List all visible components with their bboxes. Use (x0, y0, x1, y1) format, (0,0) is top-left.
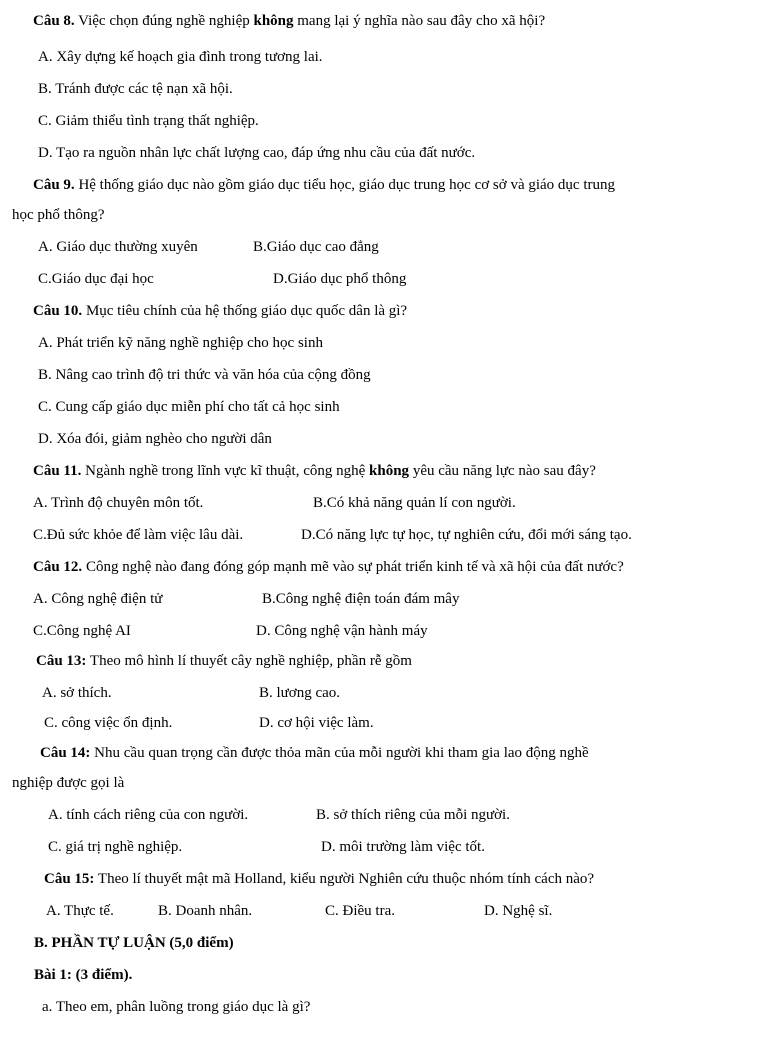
q13-option-a: A. sở thích. (42, 685, 112, 701)
q8-option-c: C. Giảm thiểu tình trạng thất nghiệp. (38, 113, 259, 129)
q13-option-c: C. công việc ổn định. (44, 715, 173, 731)
q9-option-d: D.Giáo dục phổ thông (273, 271, 407, 287)
q9-stem-continued: học phổ thông? (12, 207, 105, 223)
q13-option-b: B. lương cao. (259, 685, 341, 701)
q13-number: Câu 13: (36, 653, 87, 669)
q10-number: Câu 10. (33, 303, 83, 319)
q12-stem (33, 558, 624, 576)
q11-option-a: A. Trình độ chuyên môn tốt. (33, 495, 204, 511)
q11-stem (33, 462, 596, 480)
q12-option-c: C.Công nghệ AI (33, 623, 131, 639)
q15-stem (44, 870, 594, 888)
q9-option-a: A. Giáo dục thường xuyên (38, 239, 198, 255)
q14-stem (40, 744, 589, 762)
q14-option-b: B. sở thích riêng của mỗi người. (316, 807, 510, 823)
q8-stem-text-end: mang lại ý nghĩa nào sau đây cho xã hội? (293, 13, 546, 29)
q9-number: Câu 9. (33, 177, 75, 193)
q15-stem-text: Theo lí thuyết mật mã Holland, kiểu người Nghiên cứu thuộc nhóm tính cách nào? (94, 871, 595, 887)
q14-stem-continued: nghiệp được gọi là (12, 775, 125, 791)
q14-number: Câu 14: (40, 745, 91, 761)
q11-option-b: B.Có khả năng quản lí con người. (313, 495, 516, 511)
q13-stem (36, 652, 412, 670)
q11-stem-text: Ngành nghề trong lĩnh vực kĩ thuật, công nghệ (81, 463, 370, 479)
q14-option-a: A. tính cách riêng của con người. (48, 807, 249, 823)
q9-option-b: B.Giáo dục cao đẳng (253, 239, 379, 255)
q12-number: Câu 12. (33, 559, 83, 575)
bai1-title: Bài 1: (3 điểm). (34, 967, 133, 983)
q8-number: Câu 8. (33, 13, 75, 29)
q8-option-a: A. Xây dựng kế hoạch gia đình trong tương lai. (38, 49, 323, 65)
q10-option-a: A. Phát triển kỹ năng nghề nghiệp cho học sinh (38, 335, 323, 351)
q14-option-c: C. giá trị nghề nghiệp. (48, 839, 183, 855)
q10-stem-text: Mục tiêu chính của hệ thống giáo dục quốc dân là gì? (82, 303, 408, 319)
q11-number: Câu 11. (33, 463, 82, 479)
q8-option-d: D. Tạo ra nguồn nhân lực chất lượng cao, đáp ứng nhu cầu của đất nước. (38, 145, 476, 161)
q15-option-c: C. Điều tra. (325, 903, 395, 919)
q15-number: Câu 15: (44, 871, 95, 887)
q11-option-c: C.Đủ sức khỏe để làm việc lâu dài. (33, 527, 244, 543)
q11-option-d: D.Có năng lực tự học, tự nghiên cứu, đổi mới sáng tạo. (301, 527, 632, 543)
q10-option-b: B. Nâng cao trình độ tri thức và văn hóa của cộng đồng (38, 367, 371, 383)
q13-stem-text: Theo mô hình lí thuyết cây nghề nghiệp, phần rễ gồm (86, 653, 412, 669)
q14-option-d: D. môi trường làm việc tốt. (321, 839, 485, 855)
q8-stem-text: Việc chọn đúng nghề nghiệp (74, 13, 254, 29)
section-b-heading: B. PHẦN TỰ LUẬN (5,0 điểm) (34, 935, 234, 951)
q13-option-d: D. cơ hội việc làm. (259, 715, 374, 731)
q11-stem-text-end: yêu cầu năng lực nào sau đây? (409, 463, 596, 479)
q8-option-b: B. Tránh được các tệ nạn xã hội. (38, 81, 233, 97)
q10-option-c: C. Cung cấp giáo dục miễn phí cho tất cả học sinh (38, 399, 340, 415)
q12-option-a: A. Công nghệ điện tử (33, 591, 163, 607)
q12-option-d: D. Công nghệ vận hành máy (256, 623, 428, 639)
q10-option-d: D. Xóa đói, giảm nghèo cho người dân (38, 431, 272, 447)
q10-stem (33, 302, 407, 320)
q12-option-b: B.Công nghệ điện toán đám mây (262, 591, 460, 607)
q8-stem (33, 12, 545, 30)
q9-option-c: C.Giáo dục đại học (38, 271, 154, 287)
q15-option-d: D. Nghệ sĩ. (484, 903, 553, 919)
q9-stem (33, 176, 615, 194)
q8-stem-emphasis: không (253, 13, 294, 29)
bai1-part-a: a. Theo em, phân luồng trong giáo dục là gì? (42, 999, 311, 1015)
q14-stem-text: Nhu cầu quan trọng cần được thỏa mãn của mỗi người khi tham gia lao động nghề (90, 745, 589, 761)
q9-stem-text: Hệ thống giáo dục nào gồm giáo dục tiểu học, giáo dục trung học cơ sở và giáo dục trung (74, 177, 616, 193)
q15-option-b: B. Doanh nhân. (158, 903, 253, 919)
q15-option-a: A. Thực tế. (46, 903, 114, 919)
q11-stem-emphasis: không (369, 463, 410, 479)
q12-stem-text: Công nghệ nào đang đóng góp mạnh mẽ vào sự phát triển kinh tế và xã hội của đất nước? (82, 559, 624, 575)
